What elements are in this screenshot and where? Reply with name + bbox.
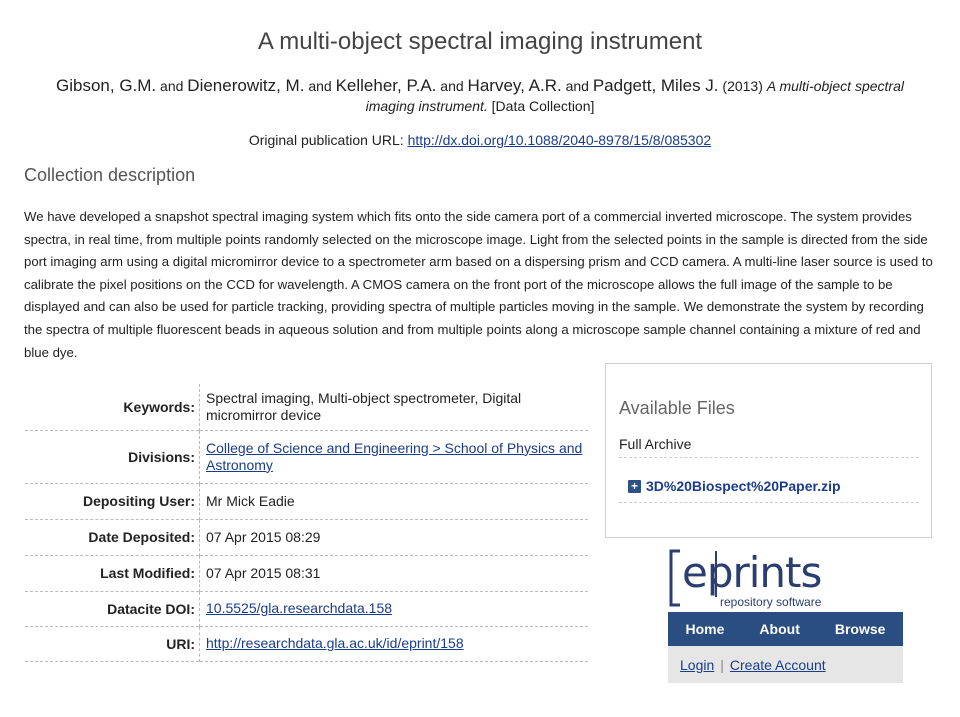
- meta-row-last-modified: [25, 555, 588, 591]
- meta-row-uri: [25, 626, 588, 661]
- author-2: Dienerowitz, M.: [187, 76, 305, 95]
- meta-label: Divisions:: [25, 430, 200, 483]
- meta-label: Last Modified:: [25, 555, 200, 591]
- divider: [619, 457, 919, 458]
- nav-browse[interactable]: Browse: [834, 621, 886, 637]
- publication-url-row: [0, 132, 960, 148]
- metadata-table: [25, 384, 588, 662]
- divisions-link[interactable]: College of Science and Engineering > School of Physics and Astronomy: [206, 439, 583, 473]
- meta-label: URI:: [25, 626, 200, 661]
- meta-row-datacite-doi: [25, 591, 588, 626]
- plus-icon[interactable]: +: [628, 480, 641, 493]
- collection-heading: Collection description: [24, 165, 196, 185]
- author-4: Harvey, A.R.: [467, 76, 562, 95]
- citation-type: [Data Collection]: [491, 98, 595, 114]
- meta-label: Date Deposited:: [25, 519, 200, 555]
- collection-description: We have developed a snapshot spectral imaging system which fits onto the side camera port of a commercial inverted microscope. The system provides spectra, in real time, from multiple points randomly selected on the microscope image. Light from the selected points in the sample is directed from the side port imaging arm using a digital micromirror device to a spectrometer arm based on a dispersing prism and CCD camera. A multi-line laser source is used to calibrate the pixel positions on the CCD for wavelength. A CMOS camera on the front port of the microscope allows the full image of the sample to be displayed and can also be used for particle tracking, providing spectra of multiple particles moving in the sample. We demonstrate the system by recording the spectra of multiple fluorescent beads in aqueous solution and from multiple points along a microscope sample channel containing a mixture of red and blue dye.: [24, 209, 933, 360]
- keywords-value: Spectral imaging, Multi-object spectrometer, Digital micromirror device: [206, 389, 522, 423]
- meta-row-keywords: [25, 384, 588, 430]
- file-row[interactable]: [628, 478, 841, 494]
- full-archive-label: Full Archive: [619, 436, 692, 452]
- uri-cell: [200, 626, 589, 661]
- datacite-doi-link[interactable]: 10.5525/gla.researchdata.158: [206, 600, 393, 616]
- meta-label: Datacite DOI:: [25, 591, 200, 626]
- publication-url-label: Original publication URL:: [248, 132, 404, 148]
- meta-label: Depositing User:: [25, 483, 200, 519]
- nav-home[interactable]: Home: [685, 621, 725, 637]
- author-sep: and: [304, 78, 336, 94]
- login-link[interactable]: Login: [680, 656, 715, 673]
- auth-bar: [668, 646, 903, 683]
- nav-about[interactable]: About: [759, 621, 800, 637]
- date-deposited-value: 07 Apr 2015 08:29: [206, 528, 321, 545]
- citation-year: (2013): [722, 78, 763, 94]
- publication-url-link[interactable]: http://dx.doi.org/10.1088/2040-8978/15/8/085302: [407, 132, 712, 148]
- author-sep: and: [156, 78, 188, 94]
- datacite-doi-cell: [200, 591, 589, 626]
- depositing-user-value: Mr Mick Eadie: [206, 492, 295, 509]
- author-3: Kelleher, P.A.: [335, 76, 437, 95]
- last-modified-value: 07 Apr 2015 08:31: [206, 564, 321, 581]
- meta-row-divisions: [25, 430, 588, 483]
- file-link[interactable]: 3D%20Biospect%20Paper.zip: [646, 478, 841, 494]
- author-5: Padgett, Miles J.: [592, 76, 719, 95]
- divisions-cell: [200, 430, 589, 483]
- meta-label: Keywords:: [25, 384, 200, 430]
- separator: |: [720, 656, 724, 673]
- author-sep: and: [436, 78, 468, 94]
- available-files-heading: Available Files: [619, 398, 735, 418]
- meta-row-date-deposited: [25, 519, 588, 555]
- author-sep: and: [561, 78, 593, 94]
- author-1: Gibson, G.M.: [56, 76, 157, 95]
- page-title: A multi-object spectral imaging instrument: [257, 28, 703, 55]
- create-account-link[interactable]: Create Account: [729, 656, 826, 673]
- citation-work-title: A multi-object spectral imaging instrument.: [365, 78, 904, 114]
- meta-row-depositing-user: [25, 483, 588, 519]
- uri-link[interactable]: http://researchdata.gla.ac.uk/id/eprint/158: [206, 635, 464, 651]
- logo-subtitle: repository software: [720, 595, 822, 609]
- eprints-logo[interactable]: [668, 545, 903, 611]
- citation: [30, 76, 930, 116]
- logo-text: eprints: [682, 548, 822, 597]
- eprints-nav: [668, 612, 903, 646]
- available-files-box: [605, 363, 932, 538]
- divider: [619, 502, 919, 503]
